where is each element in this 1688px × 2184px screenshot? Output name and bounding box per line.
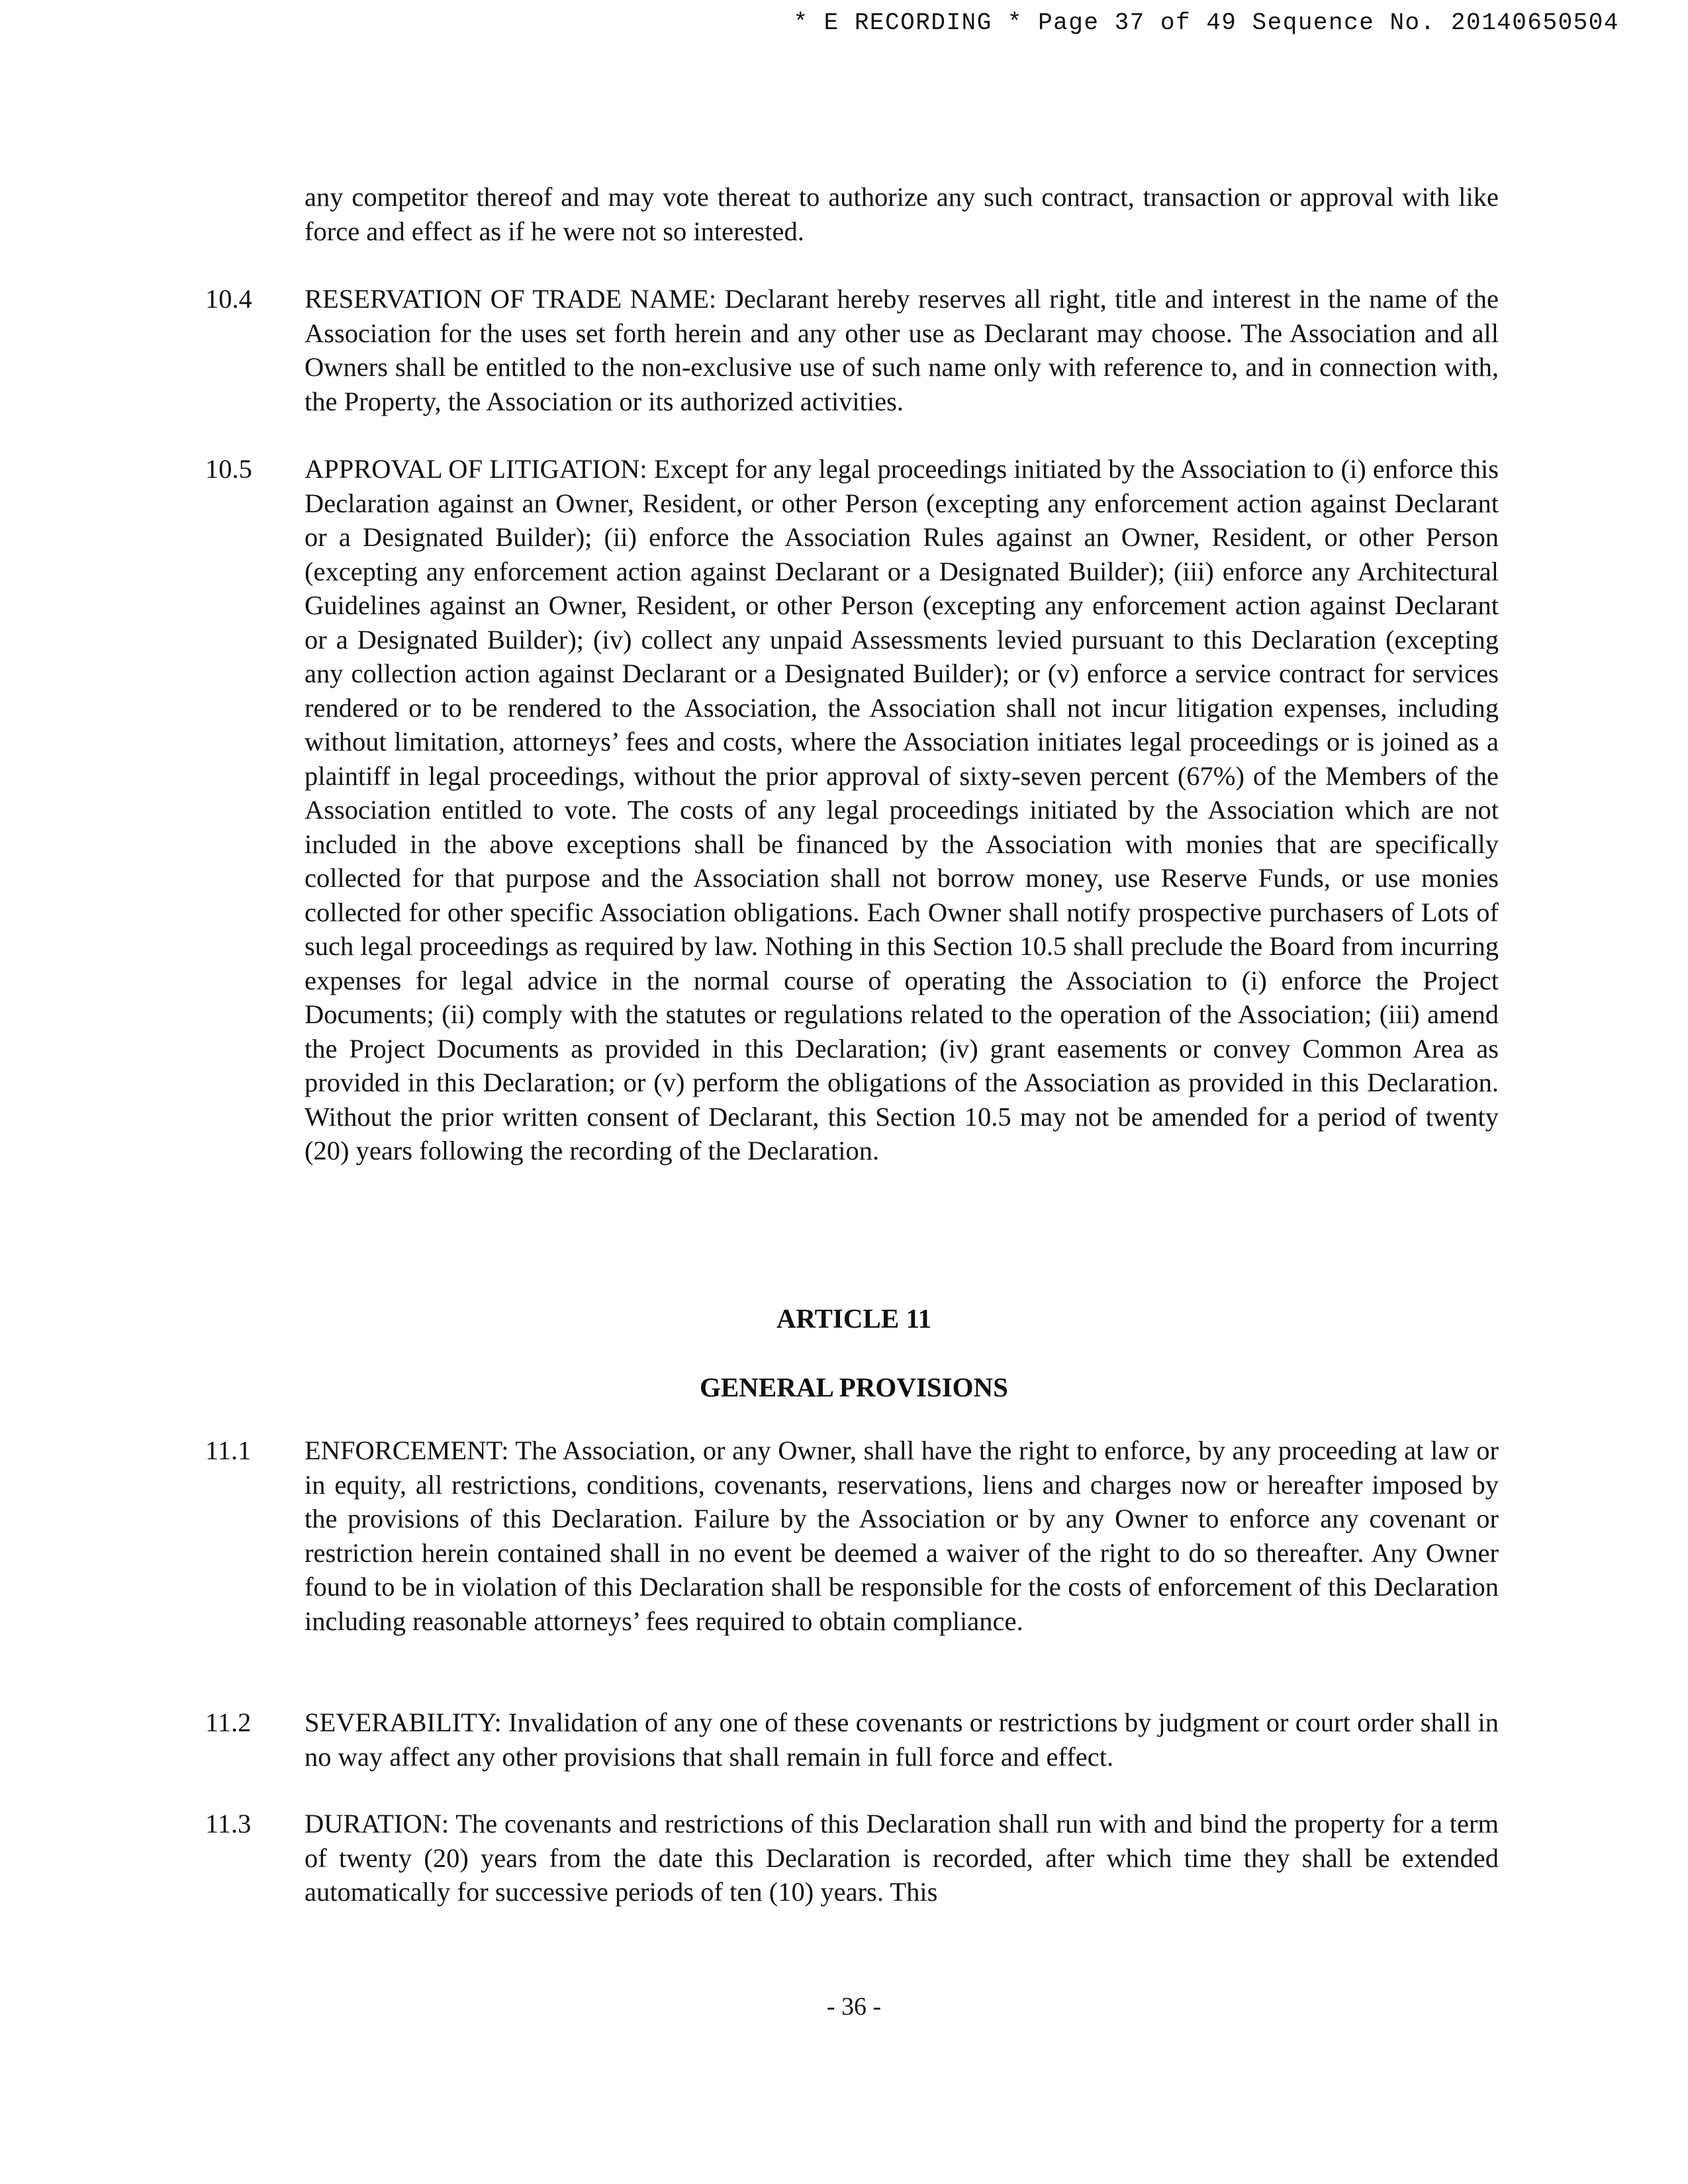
article-subtitle: GENERAL PROVISIONS [700, 1372, 1008, 1402]
section-number: 10.4 [205, 284, 252, 314]
section-number: 11.3 [205, 1809, 252, 1839]
section-text: SEVERABILITY: Invalidation of any one of these covenants or restrictions by judgment or court order shall in no way affect any other provisions that shall remain in full force and effect. [305, 1707, 1499, 1772]
section-text: ENFORCEMENT: The Association, or any Owner, shall have the right to enforce, by any proceeding at law or in equity, all restrictions, conditions, covenants, reservations, liens and charges now or hereafter imposed by the provisions of this Declaration. Failure by the Association or by any Owner to enforce any covenant or restriction herein contained shall in no event be deemed a waiver of the right to do so thereafter. Any Owner found to be in violation of this Declaration shall be responsible for the costs of enforcement of this Declaration including reasonable attorneys’ fees required to obtain compliance. [305, 1435, 1499, 1636]
continuation-paragraph: any competitor thereof and may vote thereat to authorize any such contract, transaction or approval with like force and effect as if he were not so interested. [305, 182, 1499, 246]
section-text: RESERVATION OF TRADE NAME: Declarant hereby reserves all right, title and interest in the name of the Association for the uses set forth herein and any other use as Declarant may choose. The Association and all Owners shall be entitled to the non-exclusive use of such name only with reference to, and in connection with, the Property, the Association or its authorized activities. [305, 284, 1499, 416]
section-text: DURATION: The covenants and restrictions of this Declaration shall run with and bind the property for a term of twenty (20) years from the date this Declaration is recorded, after which time they shall be extended automatically for successive periods of ten (10) years. This [305, 1809, 1499, 1907]
section-number: 10.5 [205, 454, 252, 484]
section-number: 11.2 [205, 1707, 252, 1737]
page-number: - 36 - [826, 1993, 882, 2021]
section-number: 11.1 [205, 1435, 252, 1465]
recording-stamp-header: * E RECORDING * Page 37 of 49 Sequence No. 20140650504 [793, 9, 1619, 36]
article-title: ARTICLE 11 [776, 1303, 932, 1334]
section-text: APPROVAL OF LITIGATION: Except for any legal proceedings initiated by the Association to (i) enforce this Declaration against an Owner, Resident, or other Person (excepting any enforcement action against Declarant or a Designated Builder); (ii) enforce the Association Rules against an Owner, Resident, or other Person (excepting any enforcement action against Declarant or a Designated Builder); (iii) enforce any Architectural Guidelines against an Owner, Resident, or other Person (excepting any enforcement action against Declarant or a Designated Builder); (iv) collect any unpaid Assessments levied pursuant to this Declaration (excepting any collection action against Declarant or a Designated Builder); or (v) enforce a service contract for services rendered or to be rendered to the Association, the Association shall not incur litigation expenses, including without limitation, attorneys’ fees and costs, where the Association initiates legal proceedings or is joined as a plaintiff in legal proceedings, without the prior approval of sixty-seven percent (67%) of the Members of the Association entitled to vote. The costs of any legal proceedings initiated by the Association which are not included in the above exceptions shall be financed by the Association with monies that are specifically collected for that purpose and the Association shall not borrow money, use Reserve Funds, or use monies collected for other specific Association obligations. Each Owner shall notify prospective purchasers of Lots of such legal proceedings as required by law. Nothing in this Section 10.5 shall preclude the Board from incurring expenses for legal advice in the normal course of operating the Association to (i) enforce the Project Documents; (ii) comply with the statutes or regulations related to the operation of the Association; (iii) amend the Project Documents as provided in this Declaration; (iv) grant easements or convey Common Area as provided in this Declaration; or (v) perform the obligations of the Association as provided in this Declaration. Without the prior written consent of Declarant, this Section 10.5 may not be amended for a period of twenty (20) years following the recording of the Declaration. [305, 454, 1499, 1165]
